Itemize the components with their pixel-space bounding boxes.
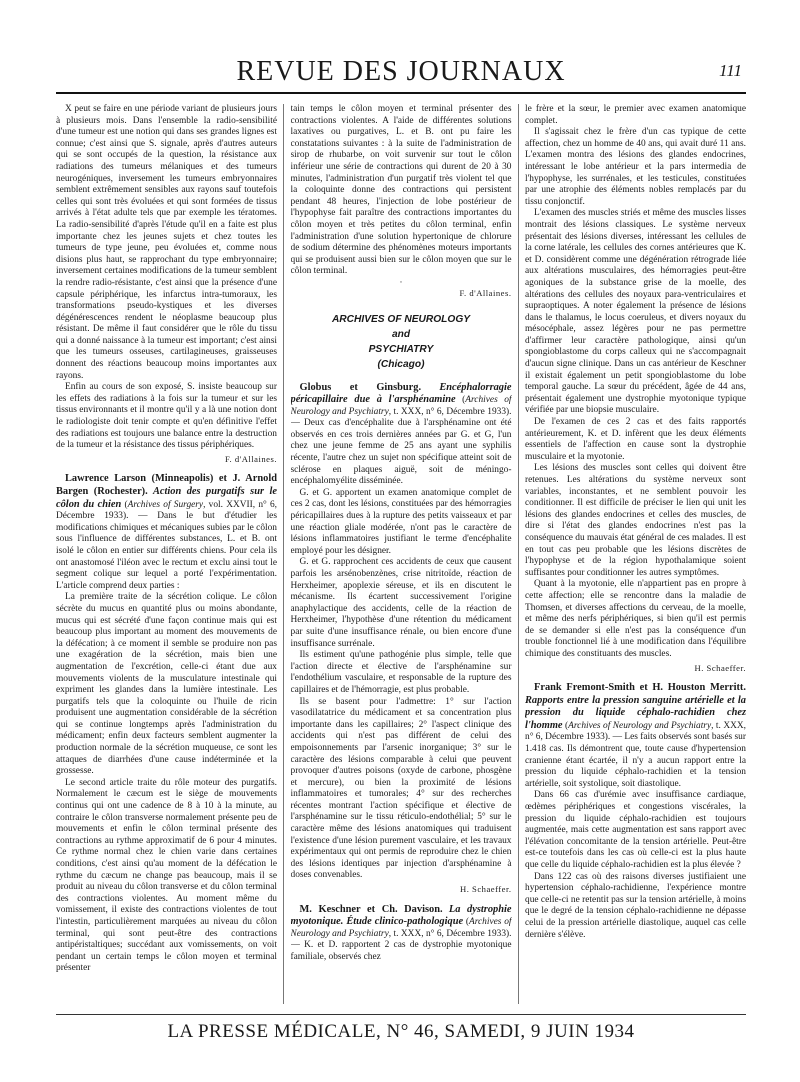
reviewer-signature: F. d'Allaines. (224, 453, 277, 464)
article-review-globus-ginsburg (291, 382, 512, 896)
paragraph: De l'examen de ces 2 cas et des faits rapportés antérieurement, K. et D. infèrent que les deux éléments essentiels de l'affection en cause sont la dystrophie musculaire et la myotonie. (525, 417, 746, 462)
article-review-keschner-davison (291, 904, 512, 964)
section-heading-line: PSYCHIATRY (368, 343, 434, 355)
citation-open: ( (465, 917, 469, 928)
section-heading-line: (Chicago) (377, 358, 425, 370)
paragraph: Le second article traite du rôle moteur des purgatifs. Normalement le cæcum est le siège de mouvements continus qui ont une cadence de 8 à 10 à la minute, au contraire le côlon transverse normalement présente peu de mouvements et enfin le côlon terminal présente des contractions au rythme approximatif de 6 pour 4 minutes. Ce rythme normal chez le chien varie dans certaines conditions, c'est ainsi qu'au moment de la défécation le rythme du cæcum ne change pas beaucoup, mais il se produit au niveau du côlon transverse et du côlon terminal des contractions violentes. Au moment même du vomissement, il existe des contractions violentes de tout l'intestin, particulièrement marquées au niveau du côlon terminal, qui sont peut-être des contractions antipéristaltiques; succédant aux vomissements, on voit pendant un certain temps le côlon moyen et terminal présenter (56, 777, 277, 974)
paragraph: tain temps le côlon moyen et terminal présenter des contractions violentes. A l'aide de différentes solutions laxatives ou purgatives, L. et B. ont pu faire les constatations suivantes : à la suite de l'administration de sirop de rhubarbe, on voit survenir sur tout le côlon inférieur une série de contractions qui durent de 20 à 30 minutes, l'administration d'un purgatif très violent tel que la coloquinte donne des contractions qui persistent pendant 48 heures, l'injection de lobe postérieur de l'hypophyse fait paraître des contractions importantes du côlon moyen et très petites du côlon terminal, enfin l'administration d'une solution hypertonique de chlorure de sodium détermine des phénomènes moteurs importants qui se produisent aussi bien sur le côlon moyen que sur le côlon terminal. (290, 104, 512, 277)
journal-name: Archives of Surgery (127, 499, 204, 510)
reviewer-signature: F. d'Allaines. (459, 287, 512, 298)
journal-name: Archives of Neurology and Psychiatry (290, 395, 512, 417)
column-divider (283, 104, 284, 1004)
citation-open: ( (124, 499, 128, 510)
paragraph: Quant à la myotonie, elle n'appartient pas en propre à cette affection; elle se rencontre dans la maladie de Thomsen, et diverses affections du cerveau, de la moelle, et même des nerfs périphériques, si bien qu'il est permis de se demander si elle n'est pas la conséquence d'un trouble fonctionnel lié à une modification dans l'équilibre chimique des constituants des muscles. (525, 579, 746, 659)
citation-open: ( (462, 395, 466, 406)
section-heading-line: and (391, 328, 411, 340)
citation-text: , t. XXX, n° 6, Décembre 1933). — Les faits observés sont basés sur 1.418 cas. Ils démontrent que, toute cause d'hypertension cranienne étant écartée, il n'y a aucun rapport entre la pression du liquide céphalo-rachidien et la tension artérielle, soit systolique, soit diastolique. (525, 720, 746, 789)
paragraph: le frère et la sœur, le premier avec examen anatomique complet. (525, 104, 746, 126)
paragraph: Dans 122 cas où des raisons diverses justifiaient une hypertension céphalo-rachidienne, l'expérience montre que celle-ci ne retentit pas sur la tension artérielle, à moins que le degré de la tension céphalo-rachidienne ne dépasse celui de la pression artérielle diastolique, auquel cas celle dernière s'élève. (525, 871, 746, 940)
article-authors: Globus et Ginsburg. (299, 381, 422, 393)
paragraph: L'examen des muscles striés et même des muscles lisses montrait des lésions classiques. Le système nerveux présentait des lésions diverses, intéressant les cellules de la corne latérale, les cellules des cornes antérieures que K. et D. considèrent comme une dégénération rétrograde liée aux altérations musculaires, des hémorragies peut-être agoniques de la substance grise de la moelle, des altérations des cellules des noyaux para-ventriculaires et supraoptiques. A noter également la présence de lésions dans le thalamus, le locus coeruleus, et divers noyaux du mésocéphale, assez légères pour ne pas permettre d'affirmer leur caractère pathologique, ainsi qu'un spongioblastome du corps calleux qui ne s'accompagnait d'aucun signe clinique. Dans un cas antérieur de Keschner il existait également un petit spongioblastome du lobe temporal gauche. La sœur du précédent, âgée de 44 ans, présentait également une dystrophie myotonique typique vérifiée par une biopsie musculaire. (525, 208, 746, 416)
column-right (525, 104, 746, 1004)
article-title: Action des purgatifs sur le côlon du chien (56, 486, 277, 510)
footer-publication-line: LA PRESSE MÉDICALE, N° 46, SAMEDI, 9 JUIN 1934 (167, 1021, 635, 1042)
article-heading (56, 473, 277, 592)
page-footer (56, 1014, 746, 1049)
article-authors: Frank Fremont-Smith et H. Houston Merritt. (534, 682, 746, 694)
reviewer-signature: H. Schaeffer. (694, 662, 746, 673)
journal-section-title: REVUE DES JOURNAUX (236, 56, 566, 87)
reviewer-signature: H. Schaeffer. (460, 884, 512, 895)
paragraph: Ils se basent pour l'admettre: 1° sur l'action vasodilatatrice du médicament et sa concentration plus importante dans les capillaires; 2° l'aspect clinique des accidents qui n'est pas différent de celui des empoisonnements par l'arsenic inorganique; 3° sur le caractère des lésions comparable à celui que peuvent provoquer d'autres poisons (oxyde de carbone, phosgène et mercure), ou bien la proximité de lésions inflammatoires et tumorales; 4° sur des recherches récentes montrant l'action spécifique et élective de l'arsphénamine sur le tissu réticulo-endothélial; 5° sur le caractère même des lésions anatomiques qui traduisent l'existence d'une lésion purement vasculaire, et les travaux expérimentaux qui ont permis de reproduire chez le chien des lésions identiques par injection d'arsphénamine à doses convenables. (290, 696, 512, 881)
article-authors: Lawrence Larson (Minneapolis) et J. Arnold Bargen (Rochester). (56, 473, 277, 497)
column-left (56, 104, 277, 1004)
paragraph: Les lésions des muscles sont celles qui doivent être retenues. Les altérations du système nerveux sont variables, inconstantes, et ne semblent pouvoir les conditionner. Il est difficile de préciser le lien qui unit les lésions des glandes endocrines et celles des muscles, de dire si l'état des glandes endocrines n'est pas la conséquence du mauvais état général de ces malades. Il est en tout cas peu probable que les lésions discrètes de l'hypophyse et de la région hypothalamique soient suffisantes pour conditionner les autres symptômes. (525, 463, 746, 578)
article-heading (291, 904, 512, 964)
article-title: Encéphalorragie péricapillaire due à l'arsphénamine (290, 381, 512, 406)
journal-section-heading (291, 312, 512, 372)
paragraph: G. et G. apportent un examen anatomique complet de ces 2 cas, dont les lésions, constituées par des hémorragies péricapillaires dues à la rupture des petits vaisseaux et par une réaction gliale modérée, n'ont pas le caractère de lésions inflammatoires justifiant le terme d'encéphalite employé pour les désigner. (290, 487, 512, 556)
article-heading (525, 682, 746, 790)
section-heading-line: ARCHIVES OF NEUROLOGY (331, 313, 471, 325)
paragraph: Il s'agissait chez le frère d'un cas typique de cette affection, chez un homme de 40 ans, qui avait duré 11 ans. L'examen montra des lésions des glandes endocrines, intéressant le lobe antérieur et la pars intermedia de l'hypophyse, les surrénales, et les testicules, constituées par une atrophie des éléments nobles remplacés par du tissu conjonctif. (525, 127, 746, 207)
article-authors: M. Keschner et Ch. Davison. (299, 903, 443, 915)
citation-text: , t. XXX, n° 6, Décembre 1933). — K. et D. rapportent 2 cas de dystrophie myotonique familiale, observés chez (290, 928, 512, 962)
article-columns (56, 104, 746, 1004)
paragraph: G. et G. rapprochent ces accidents de ceux que causent parfois les arsénobenzènes, crise nitritoïde, réaction de Herxheimer, apoplexie séreuse, et ils en discutent le mécanisme. Ils écartent successivement l'origine anaphylactique des accidents, celle de la réaction de Herxheimer, l'hypothèse d'une rétention du médicament par suite d'une insuffisance rénale, ou bien encore d'une insuffisance surrénale. (290, 557, 512, 649)
article-review-fremont-smith-merritt (525, 682, 746, 941)
paragraph: La première traite de la sécrétion colique. Le côlon sécrète du mucus en quantité plus ou moins abondante, mucus qui est sécrété d'une façon continue mais qui est beaucoup plus important au moment des mouvements de la défécation; à ce moment il semble se produire non pas une exagération de la sécrétion, mais bien une augmentation de l'excrétion, celle-ci étant due aux mouvements violents de la musculature intestinale qui expriment les glandes dans la lumière intestinale. Les purgatifs tels que la coloquinte ou l'huile de ricin produisent une augmentation considérable de la sécrétion qui se continue longtemps après l'administration du médicament; enfin deux facteurs semblent augmenter la production normale de la sécrétion muqueuse, ce sont les attaques de diarrhées d'une cause indéterminée et la grossesse. (56, 592, 277, 777)
article-title: Rapports entre la pression sanguine artérielle et la pression du liquide céphalo-rachidien chez l'homme (525, 694, 746, 731)
citation-text: , vol. XXVII, n° 6, Décembre 1933). — Dans le but d'étudier les modifications chimiques et mécaniques subies par le côlon sous l'influence de différentes substances, L. et B. ont isolé le côlon en entier sur différents chiens. Pour cela ils ont anastomosé l'iléon avec le rectum et exclu ainsi tout le segment colique sur lequel a porté l'expérimentation. L'article comprend deux parties : (56, 499, 277, 591)
paragraph: Enfin au cours de son exposé, S. insiste beaucoup sur les effets des radiations à la fois sur la tumeur et sur les tissus environnants et il montre qu'il y a là une notion dont le radiologiste doit tenir compte et qu'en définitive l'effet des radiations est toujours une balance entre la destruction de la tumeur et la résistance des tissus périphériques. (56, 382, 277, 451)
article-title: La dystrophie myotonique. Étude clinico-pathologique (290, 903, 512, 928)
column-middle (291, 104, 512, 1004)
column-divider (518, 104, 519, 1004)
paragraph: Dans 66 cas d'urémie avec insuffisance cardiaque, œdèmes périphériques et congestions viscérales, la pression du liquide céphalo-rachidien est toujours augmentée, mais cette augmentation est sans rapport avec l'élévation concomitante de la tension artérielle. Peut-être est-ce toutefois dans les cas où celle-ci est la plus haute que celle du liquide céphalo-rachidien est la plus élevée ? (525, 790, 746, 870)
paragraph: X peut se faire en une période variant de plusieurs jours à plusieurs mois. Dans l'ensemble la radio-sensibilité d'une tumeur est une notion qui dans ses grandes lignes est connue; c'est ainsi que S. signale, après d'autres auteurs qui se sont occupés de la question, la résistance aux radiations des tumeurs mélaniques et des tumeurs neurogéniques, inversement les tumeurs embryonnaires semblent extrêmement sensibles aux rayons sauf toutefois celles qui sont très évoluées et qui sont formées de tissus arrivés à l'état adulte tels que par exemple les tératomes. La radio-sensibilité d'après l'étude qu'il en a faite est plus importante chez les jeunes sujets et chez toutes les tumeurs de type jeune, peu évoluées et, comme nous disions plus haut, se rapprochant du type embryonnaire; inversement certaines modifications de la tumeur semblent la rendre radio-résistante, c'est ainsi que la présence d'une capsule périphérique, les infarctus intra-tumoraux, les transformations pseudo-kystiques et les diverses dégénérescences rendent le néoplasme beaucoup plus résistant. De même il faut considérer que le rôle du tissu qui a donné naissance à la tumeur est important; c'est ainsi que les tumeurs osseuses, cartilagineuses, graisseuses donnent des réactions beaucoup moins importantes aux rayons. (56, 104, 277, 381)
citation-open: ( (565, 720, 569, 731)
separator-dot: · (399, 276, 403, 287)
journal-name: Archives of Neurology and Psychiatry (290, 917, 512, 939)
article-review-larson-bargen (56, 473, 277, 975)
citation-text: , t. XXX, n° 6, Décembre 1933). — Deux cas d'encéphalite due à l'arsphénamine ont été observés en ces trois dernières années par G. et G, l'un chez une jeune femme de 25 ans ayant une syphilis récente, l'autre chez un sujet non spécifique atteint soit de sclérose en plaques aiguë, soit de méningo-encéphalomyélite disséminée. (290, 406, 512, 487)
page-header (56, 52, 746, 94)
paragraph: Ils estiment qu'une pathogénie plus simple, telle que l'action directe et élective de l'arsphénamine sur l'endothélium vasculaire, et responsable de la rupture des capillaires et de l'hémorragie, est plus probable. (290, 650, 512, 695)
article-heading (291, 382, 512, 488)
journal-name: Archives of Neurology and Psychiatry (568, 720, 712, 731)
page-number: 111 (719, 61, 742, 80)
